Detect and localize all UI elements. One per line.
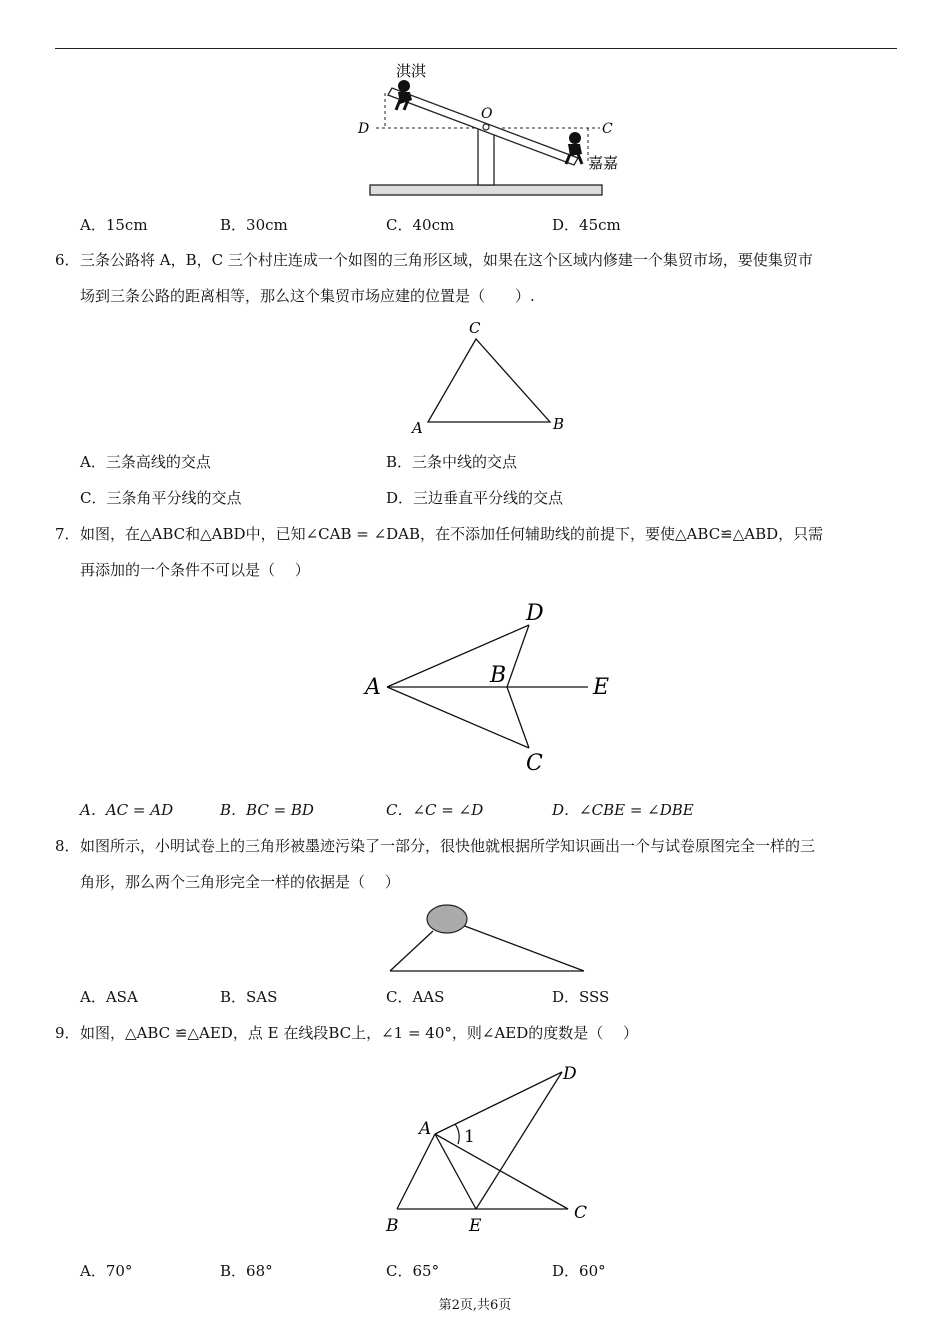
q9-question: [55, 1015, 897, 1051]
q8-option-b: B．SAS: [220, 988, 278, 1006]
q9-label-A: A: [419, 1119, 432, 1139]
q7-label-A: A: [365, 675, 381, 700]
person-left-name: 淇淇: [396, 62, 427, 80]
q7-label-D: D: [526, 601, 544, 626]
q7-question: [55, 516, 897, 588]
ink-blot-icon: [427, 905, 467, 933]
angle-1-arc: [455, 1124, 459, 1144]
q6-triangle: [428, 339, 550, 422]
q9-line1: 如图，△ABC ≌△AED，点 E 在线段BC上，∠1 = 40°，则∠AED的度数是（ ）: [80, 1024, 639, 1042]
q7-line-BC: [507, 687, 529, 748]
q8-line2: 角形，那么两个三角形完全一样的依据是（ ）: [80, 873, 400, 891]
q7-option-d: D．∠CBE = ∠DBE: [552, 801, 694, 819]
q9-label-C: C: [574, 1203, 588, 1223]
q8-number: 8．: [55, 837, 80, 855]
q8-line1: 如图所示，小明试卷上的三角形被墨迹污染了一部分，很快他就根据所学知识画出一个与试卷原图完全一样的三: [80, 837, 816, 855]
q7-option-a: A．AC = AD: [80, 801, 174, 819]
q9-line-AB: [397, 1134, 435, 1209]
q7-line-AD: [387, 625, 529, 687]
q6-number: 6．: [55, 251, 80, 269]
q9-label-D: D: [563, 1064, 577, 1084]
q7-line-BD: [507, 625, 529, 687]
q5-seesaw-figure: [0, 0, 950, 200]
label-D: D: [358, 121, 370, 137]
q8-figure: [0, 900, 950, 980]
seesaw-post: [478, 128, 494, 185]
label-O: O: [481, 106, 493, 122]
seesaw-pivot: [483, 124, 489, 130]
q7-line-AC: [387, 687, 529, 748]
q8-option-d: D．SSS: [552, 988, 610, 1006]
q9-option-a: A．70°: [80, 1262, 133, 1280]
q6-triangle-figure: [0, 315, 950, 435]
q6-question: [55, 242, 897, 314]
q9-option-b: B．68°: [220, 1262, 273, 1280]
q6-option-a: A．三条高线的交点: [80, 453, 211, 471]
page-footer: 第2页,共6页: [438, 1298, 512, 1313]
q5-option-d: D．45cm: [552, 216, 621, 234]
q7-figure: [0, 598, 950, 778]
q6-label-B: B: [553, 415, 565, 433]
q9-label-E: E: [469, 1216, 482, 1236]
q6-option-b: B．三条中线的交点: [386, 453, 518, 471]
q7-label-C: C: [526, 751, 543, 776]
q7-option-b: B．BC = BD: [220, 801, 314, 819]
person-right-name: 嘉嘉: [588, 154, 619, 172]
q9-label-B: B: [386, 1216, 399, 1236]
q9-label-1: 1: [464, 1127, 475, 1147]
q7-option-c: C．∠C = ∠D: [386, 801, 484, 819]
q5-option-c: C．40cm: [386, 216, 455, 234]
q9-option-d: D．60°: [552, 1262, 606, 1280]
q5-option-a: A．15cm: [80, 216, 148, 234]
q6-option-c: C．三条角平分线的交点: [80, 489, 242, 507]
q9-option-c: C．65°: [386, 1262, 440, 1280]
q8-option-a: A．ASA: [80, 988, 138, 1006]
q7-number: 7．: [55, 525, 80, 543]
q6-line2: 场到三条公路的距离相等，那么这个集贸市场应建的位置是（ ）.: [80, 287, 535, 305]
q6-option-d: D．三边垂直平分线的交点: [386, 489, 564, 507]
q7-line2: 再添加的一个条件不可以是（ ）: [80, 561, 310, 579]
q8-question: [55, 828, 897, 900]
q7-label-E: E: [593, 675, 610, 700]
label-C: C: [602, 121, 613, 137]
q9-number: 9．: [55, 1024, 80, 1042]
q8-left-side: [390, 931, 433, 971]
q6-line1: 三条公路将 A，B，C 三个村庄连成一个如图的三角形区域，如果在这个区域内修建一个集贸市场，要使集贸市: [80, 251, 813, 269]
q5-option-b: B．30cm: [220, 216, 288, 234]
q6-label-A: A: [412, 419, 423, 437]
q8-option-c: C．AAS: [386, 988, 445, 1006]
q8-right-side: [462, 925, 584, 971]
q7-line1: 如图，在△ABC和△ABD中，已知∠CAB = ∠DAB，在不添加任何辅助线的前提下，要使△ABC≌△ABD，只需: [80, 525, 824, 543]
q7-label-B: B: [490, 663, 507, 688]
q9-figure: [0, 1060, 950, 1250]
q6-label-C: C: [469, 319, 481, 337]
seesaw-ground: [370, 185, 602, 195]
